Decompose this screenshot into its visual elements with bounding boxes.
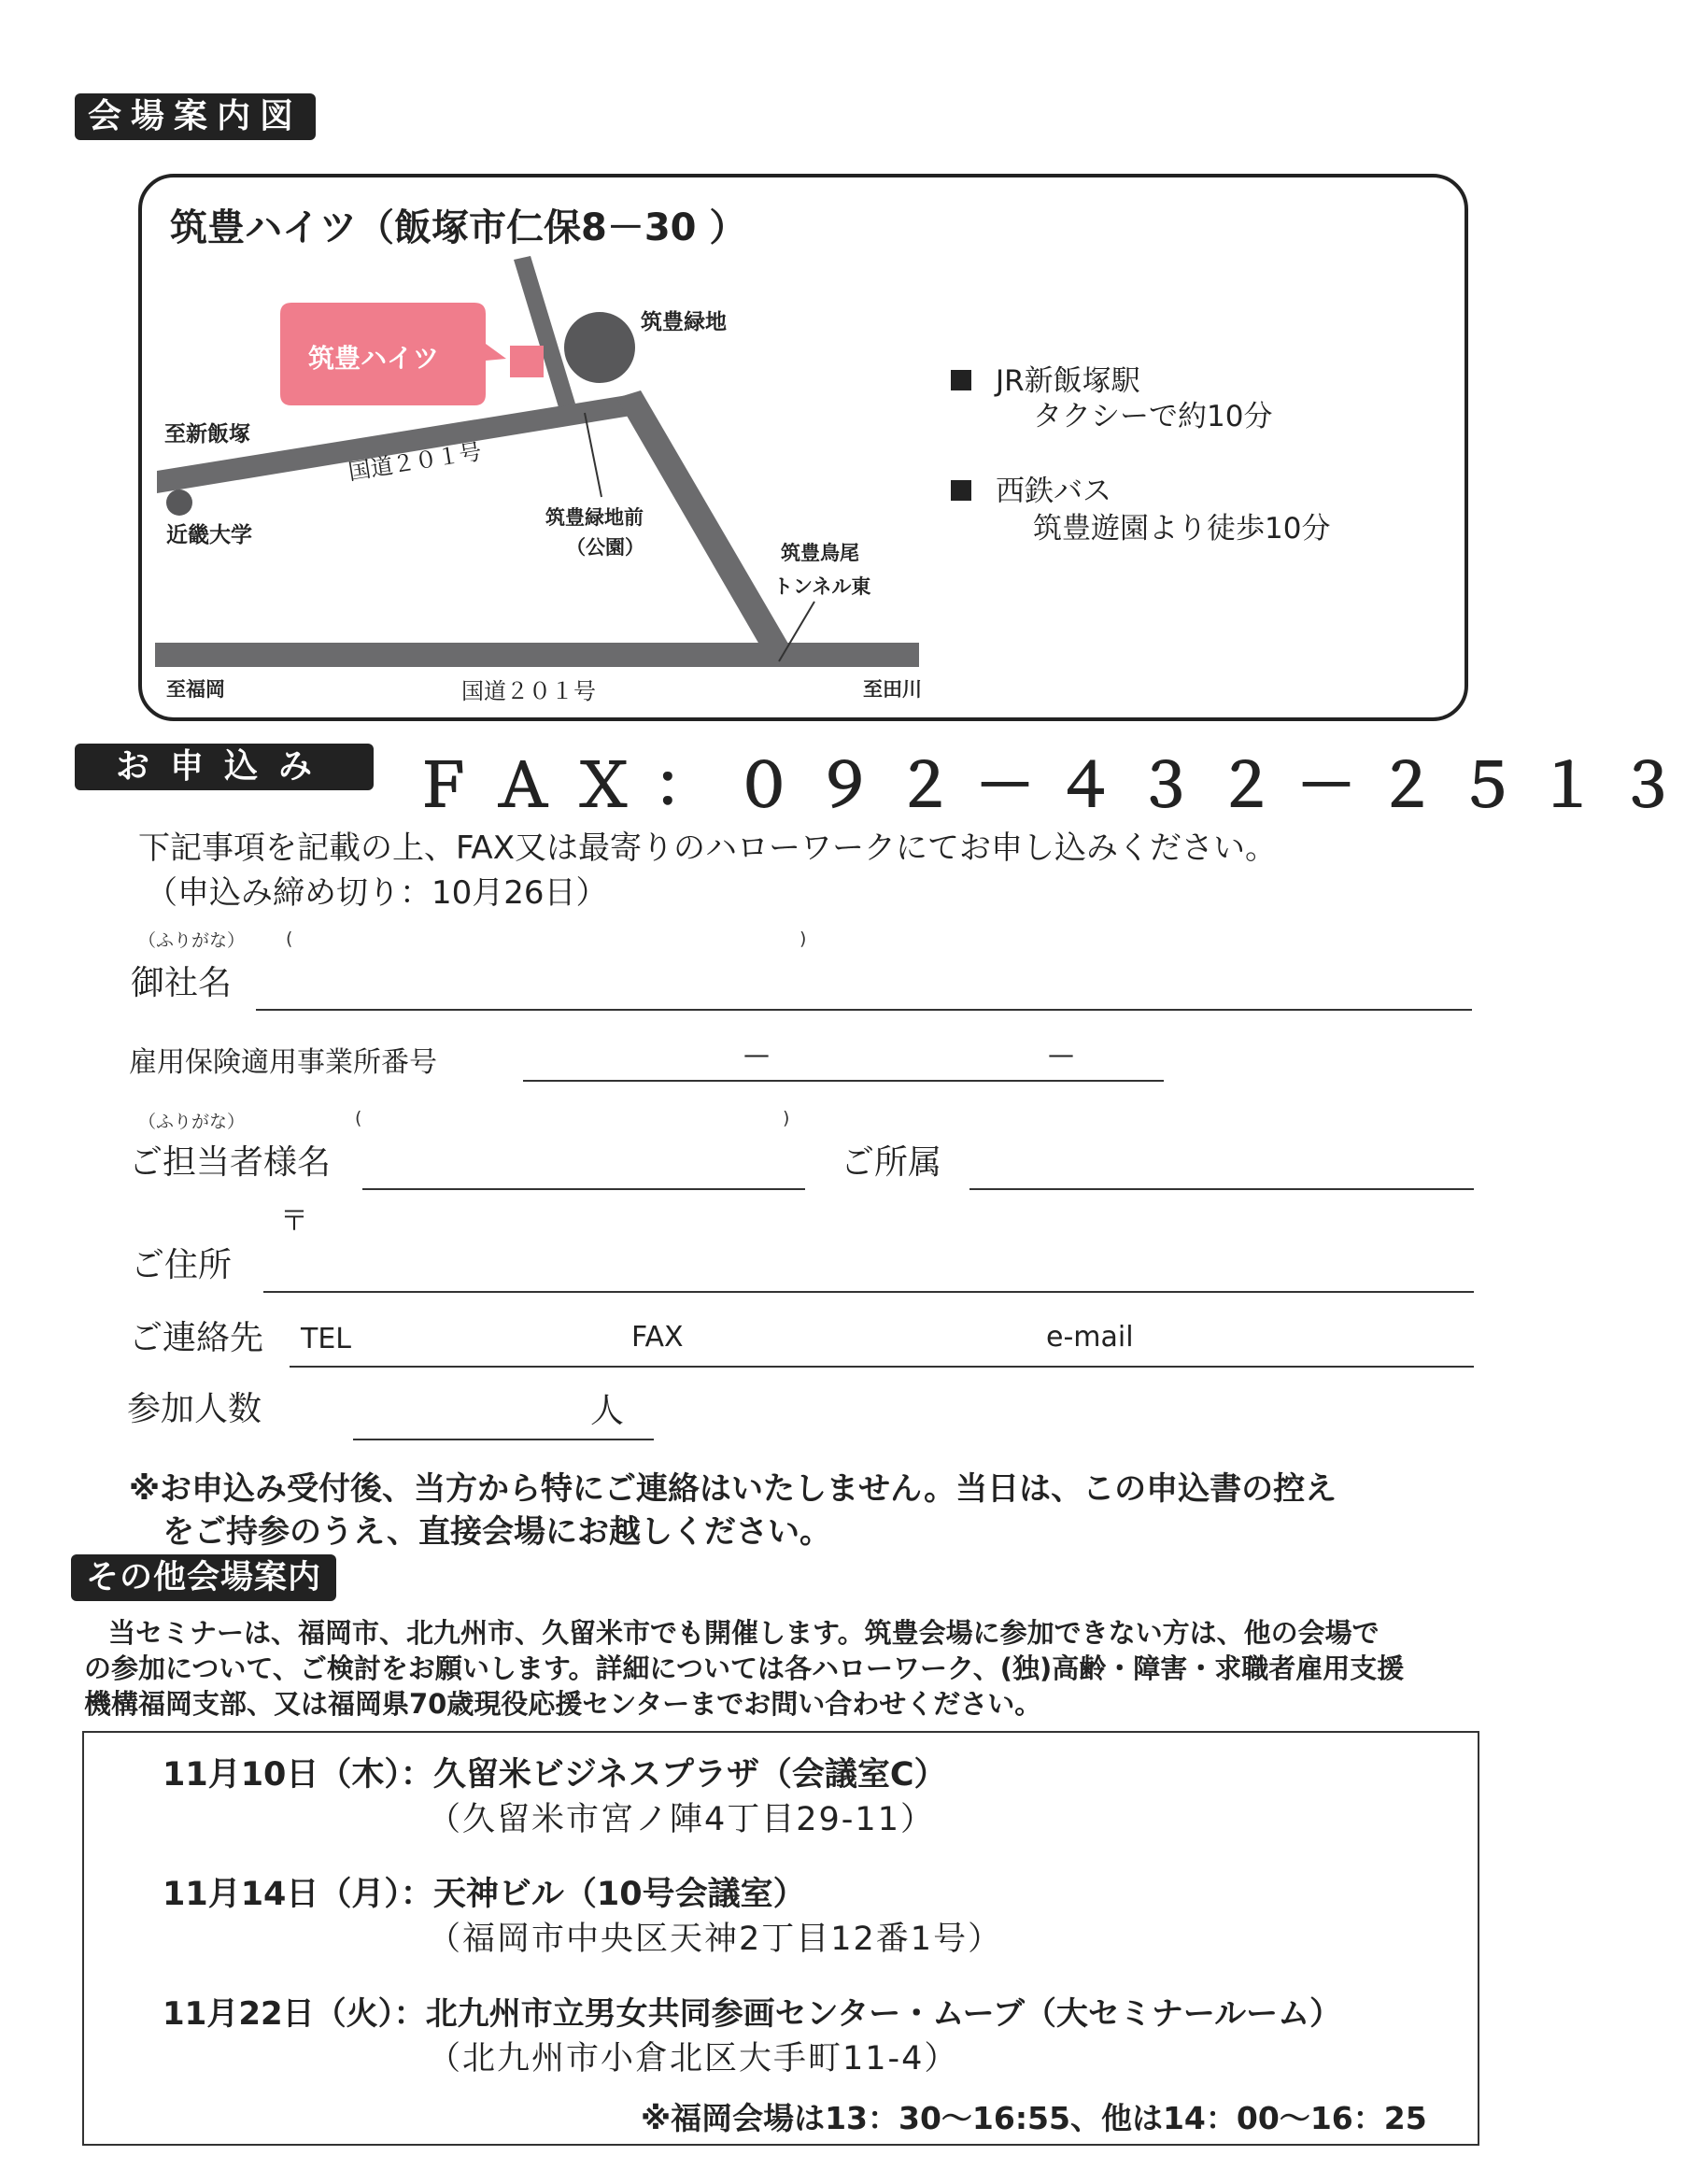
contact-label: ご連絡先 (129, 1319, 264, 1357)
person-furigana-label: （ふりがな） (138, 1112, 246, 1132)
access-bus-detail: 筑豊遊園より徒歩10分 (1033, 512, 1331, 546)
access-bus: 西鉄バス (951, 467, 1111, 509)
company-furigana-label: （ふりがな） (138, 930, 246, 951)
postal-mark: 〒 (280, 1205, 308, 1238)
person-furigana-close: ) (783, 1108, 790, 1128)
venue-kitakyushu: 11月22日（火）：北九州市立男女共同参画センター・ムーブ（大セミナールーム） (163, 1995, 1342, 2033)
fax-label: FAX (631, 1321, 684, 1354)
venue-time-note: ※福岡会場は13：30～16:55、他は14：00～16：25 (641, 2100, 1427, 2136)
company-furigana-open: ( (286, 929, 293, 949)
label-route201-upper: 国道２０１号 (346, 438, 484, 486)
other-info-line-2: の参加について、ご検討をお願いします。詳細については各ハローワーク、(独)高齢・障害・求職者雇用支援 (84, 1652, 1405, 1684)
label-to-tagawa: 至田川 (863, 678, 922, 701)
other-info-line-3: 機構福岡支部、又は福岡県70歳現役応援センターまでお問い合わせください。 (84, 1688, 1042, 1720)
label-ryokuchi-mae: 筑豊緑地前 (545, 506, 644, 529)
participants-label: 参加人数 (127, 1390, 262, 1428)
department-label: ご所属 (841, 1143, 942, 1182)
department-field[interactable] (969, 1188, 1474, 1190)
company-label: 御社名 (131, 964, 233, 1002)
contact-field[interactable] (290, 1366, 1474, 1368)
notice-line-1: ※お申込み受付後、当方から特にご連絡はいたしません。当日は、この申込書の控え (129, 1470, 1337, 1508)
venue-map (138, 174, 1468, 721)
company-field[interactable] (256, 1009, 1472, 1011)
apply-instruction: 下記事項を記載の上、FAX又は最寄りのハローワークにてお申し込みください。 (138, 830, 1277, 867)
venue-marker-label: 筑豊ハイツ (308, 343, 440, 374)
email-label: e-mail (1046, 1321, 1134, 1354)
other-info-line-1: 当セミナーは、福岡市、北九州市、久留米市でも開催します。筑豊会場に参加できない方は、他の会場で (108, 1617, 1380, 1649)
venue-kurume-address: （久留米市宮ノ陣4丁目29-11） (428, 1801, 935, 1838)
insurance-no-dash-2: — (1048, 1039, 1074, 1070)
person-furigana-open: ( (355, 1108, 362, 1128)
label-ryokuchi-mae-park: （公園） (566, 536, 644, 559)
label-tosuo: 筑豊鳥尾 (781, 542, 859, 564)
bullet-square-icon (951, 370, 971, 390)
ryokuchi-park-marker (564, 312, 635, 383)
venue-title: 筑豊ハイツ（飯塚市仁保8－30 ） (170, 206, 747, 249)
participants-field[interactable] (353, 1439, 654, 1440)
road-north (514, 256, 575, 407)
venue-kitakyushu-address: （北九州市小倉北区大手町11-4） (428, 2040, 959, 2078)
leader-ryokuchi-mae (585, 413, 601, 497)
insurance-no-label: 雇用保険適用事業所番号 (129, 1046, 437, 1079)
other-section-heading: その他会場案内 (71, 1554, 336, 1601)
label-to-shiniizuka: 至新飯塚 (164, 422, 250, 447)
tel-label: TEL (301, 1323, 351, 1355)
label-route201-lower: 国道２０１号 (461, 678, 596, 704)
kindai-marker (166, 489, 192, 516)
contact-person-label: ご担当者様名 (129, 1143, 332, 1182)
label-kindai: 近畿大学 (166, 523, 252, 547)
road-route201-lower (155, 643, 919, 667)
label-to-fukuoka: 至福岡 (166, 678, 225, 701)
venue-tenjin-address: （福岡市中央区天神2丁目12番1号） (428, 1921, 1003, 1958)
company-furigana-close: ) (799, 929, 807, 949)
venue-building-marker (510, 346, 544, 377)
apply-section-heading: お申込み (75, 744, 374, 790)
fax-number: ＦＡＸ：０９２－４３２－２５１３ (413, 752, 1698, 821)
address-field[interactable] (263, 1291, 1474, 1293)
access-jr: JR新飯塚駅 (951, 357, 1140, 399)
access-jr-detail: タクシーで約10分 (1033, 400, 1273, 433)
insurance-no-dash-1: — (743, 1039, 770, 1070)
venue-tenjin: 11月14日（月）：天神ビル（10号会議室） (163, 1876, 806, 1913)
participants-unit: 人 (590, 1392, 625, 1430)
label-tosuo-tunnel: トンネル東 (773, 575, 871, 598)
bullet-square-icon (951, 480, 971, 501)
notice-line-2: をご持参のうえ、直接会場にお越しください。 (163, 1513, 832, 1551)
apply-deadline: （申込み締め切り：10月26日） (146, 874, 608, 912)
address-label: ご住所 (131, 1246, 233, 1284)
insurance-no-field[interactable] (523, 1080, 1164, 1082)
contact-person-field[interactable] (362, 1188, 805, 1190)
map-section-heading: 会場案内図 (75, 93, 316, 140)
label-ryokuchi: 筑豊緑地 (641, 310, 727, 334)
venue-kurume: 11月10日（木）：久留米ビジネスプラザ（会議室C） (163, 1756, 947, 1794)
